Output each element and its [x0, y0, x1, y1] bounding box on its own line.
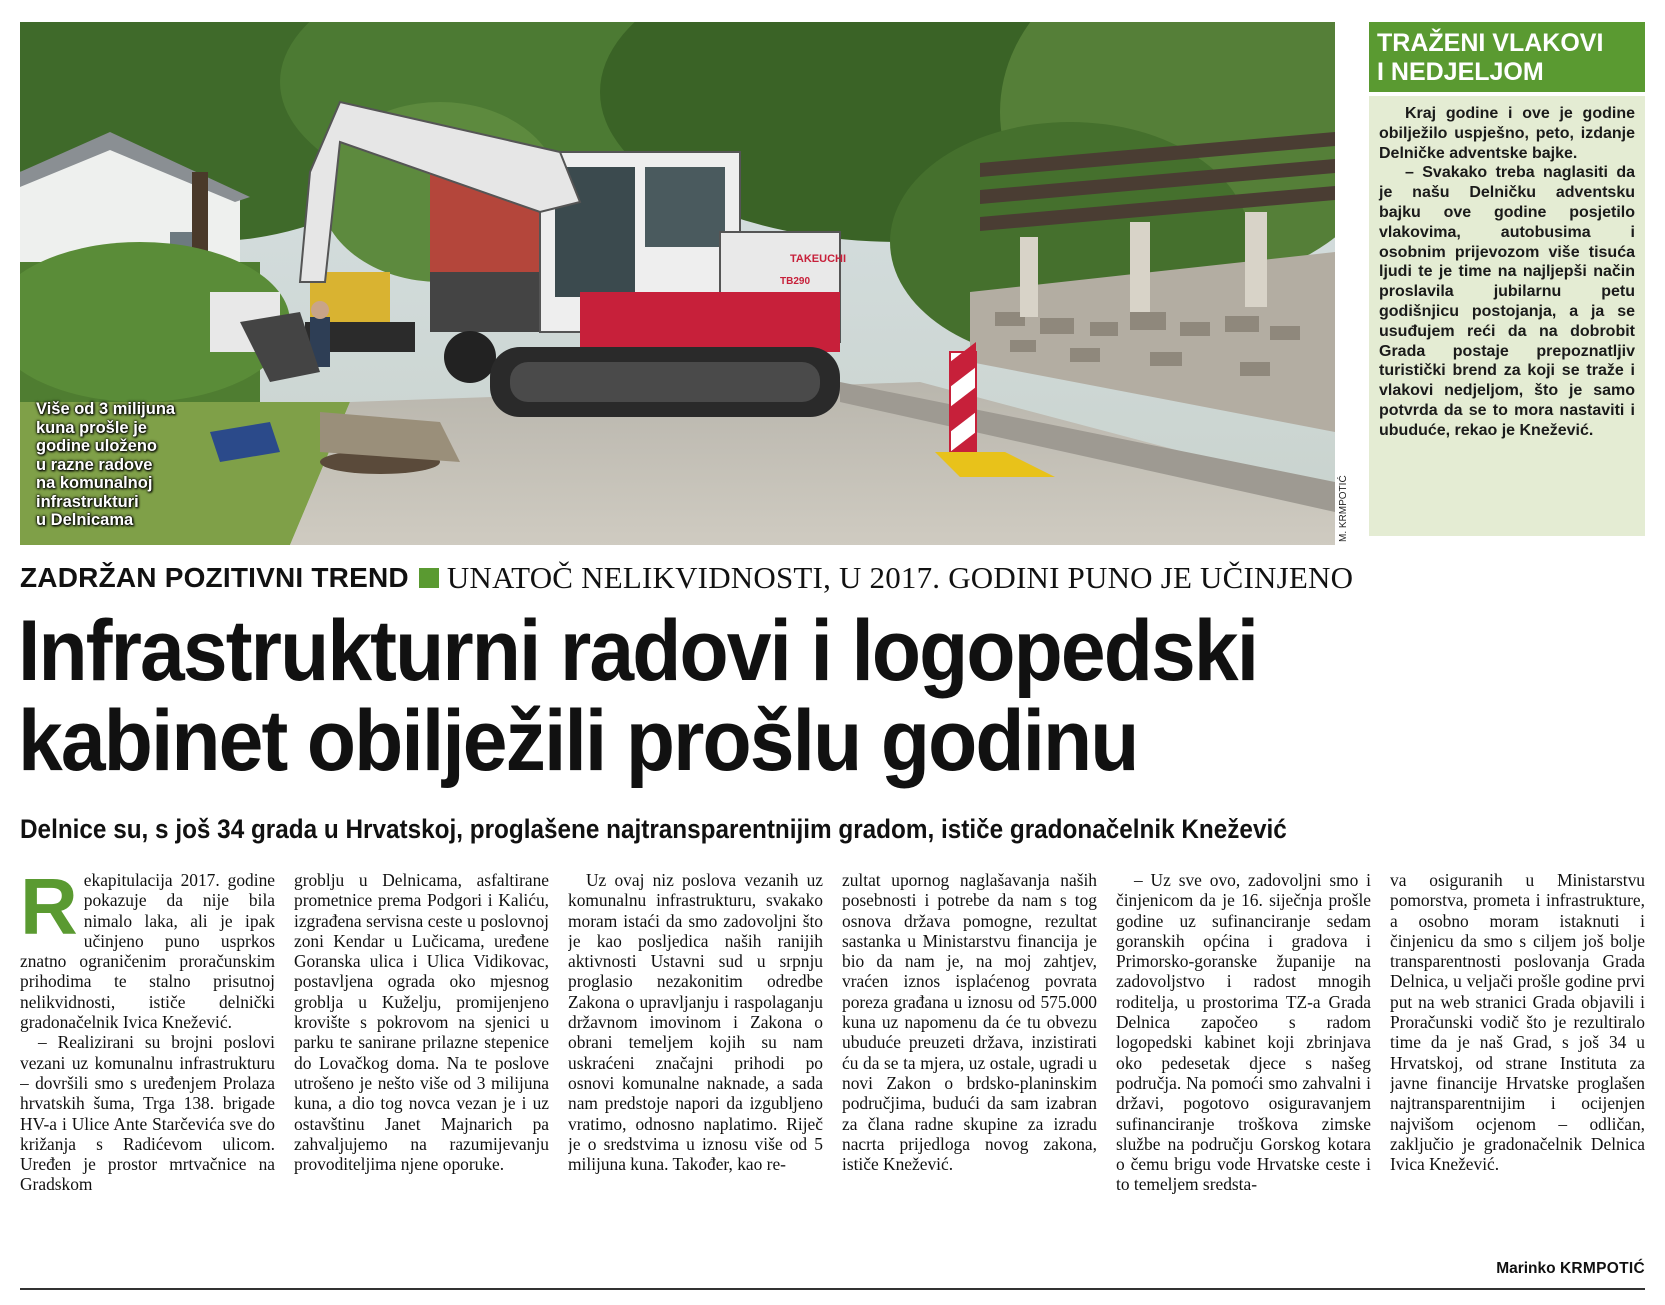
headline	[18, 603, 1542, 789]
headline-line2: kabinet obilježili prošlu godinu	[18, 693, 1138, 789]
sidebar-title-line2: I NEDJELJOM	[1377, 58, 1544, 86]
sidebar-body	[1369, 96, 1645, 536]
article-body	[20, 870, 1645, 1265]
article-column-5	[1116, 870, 1371, 1265]
sidebar-paragraph: Kraj godine i ove je godine obilježilo uspješno, peto, izdanje Delničke adventske bajke.	[1379, 105, 1635, 162]
article-paragraph: – Uz sve ovo, zadovoljni smo i činjenicom da je 16. siječnja prošle godine uz sufinanciranje sedam goranskih općina i gradova i Primorsko-goranske županije na zadovoljstvo i radost mnogih roditelja, u prostorima TZ-a Grada Delnica započeo s radom logopedski kabinet koji zbrinjava oko pedesetak djece s našeg područja. Na pomoći smo zahvalni i državi, pogotovo osiguravanjem sufinanciranje troškova zimske službe na području Gorskog kotara o čemu brigu vode Hrvatske ceste i to temeljem sredsta-	[1116, 870, 1371, 1195]
article-paragraph: Uz ovaj niz poslova vezanih uz komunalnu infrastrukturu, svakako moram istaći da smo zadovoljni što je kao posljedica naših ranijih aktivnosti Ustavni sud u srpnju proglasio nezakonitim odredbe Zakona o upravljanju i raspolaganju državnom imovinom i Zakona o obrani temeljem kojih su nam uskraćeni značajni prihodi po osnovi komunalne naknade, a sada nam predstoje napori da izgubljeno vratimo, odnosno naplatimo. Riječ je o sredstvima u iznosu više od 5 milijuna kuna. Također, kao re-	[568, 870, 823, 1175]
machine-brand-label: TAKEUCHI	[790, 253, 847, 265]
article-column-4	[842, 870, 1097, 1265]
article-paragraph: – Realizirani su brojni poslovi vezani uz komunalnu infrastrukturu – dovršili smo s uređenjem Prolaza hrvatskih šuma, Trga 138. brigade HV-a i Ulice Ante Starčevića sve do križanja s Radićevom ulicom. Uređen je prostor mrtvačnice na Gradskom	[20, 1032, 275, 1195]
byline-first-name: Marinko	[1496, 1260, 1556, 1277]
sidebar-title-line1: TRAŽENI VLAKOVI	[1377, 29, 1604, 57]
byline-last-name: KRMPOTIĆ	[1559, 1260, 1645, 1277]
bottom-rule	[20, 1288, 1645, 1290]
dropcap: R	[20, 870, 78, 951]
article-paragraph: ekapitulacija 2017. godine pokazuje da nije bila nimalo laka, ali je ipak učinjeno puno usprkos znatno ograničenim proračunskim prihodima te stalno prisutnoj nelikvidnosti, ističe delnički gradonačelnik Ivica Knežević.	[20, 870, 275, 1033]
photo-credit: M. KRMPOTIĆ	[1338, 475, 1349, 542]
kicker-light: UNATOČ NELIKVIDNOSTI, U 2017. GODINI PUNO JE UČINJENO	[446, 560, 1354, 595]
machine-model-label: TB290	[780, 276, 811, 287]
article-paragraph: groblju u Delnicama, asfaltirane prometnice prema Podgori i Kaliću, izgrađena servisna ceste u poslovnoj zoni Kendar u Lučicama, uređene Goranska ulica i Ulica Vidikovac, postavljena ograda oko mjesnog groblja u Kuželju, promijenjeno krovište s pokrovom na sjenici u parku te sanirane prilazne stepenice do Lovačkog doma. Na te poslove utrošeno je nešto više od 3 milijuna kuna, a dio tog novca vezan je i uz ostavštinu Janet Majnarich pa zahvaljujemo na razumijevanju provoditeljima njene oporuke.	[294, 870, 549, 1175]
subhead: Delnice su, s još 34 grada u Hrvatskoj, proglašene najtransparentnijim gradom, ističe gradonačelnik Knežević	[20, 814, 1287, 844]
sidebar-box	[1369, 22, 1645, 545]
photo-caption: Više od 3 milijuna kuna prošle je godine uloženo u razne radove na komunalnoj infrastrukturi u Delnicama	[36, 400, 176, 529]
headline-line1: Infrastrukturni radovi i logopedski	[18, 603, 1258, 699]
article-column-3	[568, 870, 823, 1265]
sidebar-title	[1369, 22, 1645, 92]
kicker-square-icon	[419, 568, 439, 588]
sidebar-paragraph: – Svakako treba naglasiti da je našu Delničku adventsku bajku ove godine posjetilo vlakovima, autobusima i osobnim prijevozom više tisuća ljudi te je time na najljepši način proslavila jubilarnu petu godišnjicu postojanja, a ja se usuđujem reći da na dobrobit Grada postaje prepoznatljiv turistički brend za koji se traže i vlakovi nedjeljom, što je samo potvrda da se to mora nastaviti i ubuduće, rekao je Knežević.	[1379, 164, 1635, 439]
article-column-6	[1390, 870, 1645, 1255]
byline	[1496, 1260, 1645, 1278]
lead-photo	[20, 22, 1335, 545]
article-paragraph: va osiguranih u Ministarstvu pomorstva, prometa i infrastrukture, a osobno moram istaknuti i činjenicu da smo s ciljem još bolje transparentnosti poslovanja Grada Delnica, u veljači prošle godine prvi put na web stranici Grada objavili i Proračunski vodič što je rezultiralo time da je naš Grad, s još 34 u Hrvatskoj, od strane Instituta za javne financije Hrvatske proglašen najtransparentnijim i ocijenjen najvišom ocjenom – odličan, zaključio je gradonačelnik Delnica Ivica Knežević.	[1390, 870, 1645, 1175]
kicker	[20, 560, 1640, 600]
article-column-2	[294, 870, 549, 1265]
article-paragraph: zultat upornog naglašavanja naših posebnosti i potrebe da nam s tog osnova država pomogne, rezultat sastanka u Ministarstvu financija je bio da nam je, na moj zahtjev, vraćen iznos isplaćenog povrata poreza građana u iznosu od 575.000 kuna uz napomenu da će tu obvezu ubuduće preuzeti država, inzistirati ću da se ta mjera, uz ostale, ugradi u novi Zakon o brdsko-planinskim područjima, budući da sam izabran za člana radne skupine za izradu nacrta prijedloga novog zakona, ističe Knežević.	[842, 870, 1097, 1175]
kicker-strong: ZADRŽAN POZITIVNI TREND	[20, 562, 409, 593]
article-column-1	[20, 870, 275, 1265]
